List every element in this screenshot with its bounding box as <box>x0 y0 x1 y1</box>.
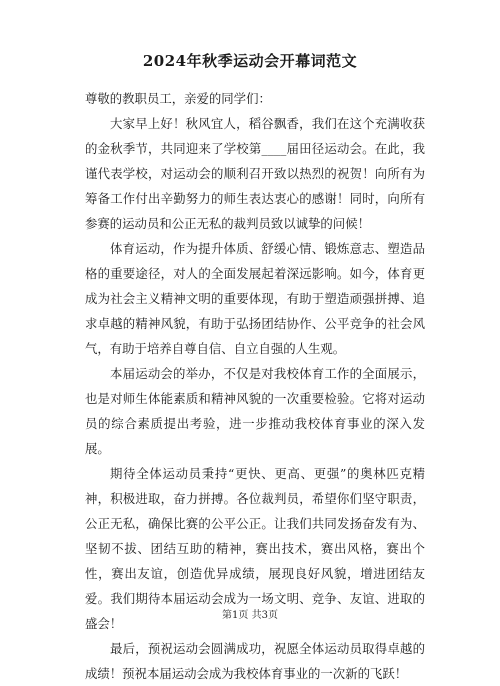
salutation: 尊敬的教职员工，亲爱的同学们： <box>85 91 271 106</box>
page-number: 第1页 共3页 <box>222 610 278 621</box>
paragraph-expectations: 期待全体运动员秉持“更快、更高、更强”的奥林匹克精神，积极进取，奋力拼搏。各位裁判员，希望你们坚守职责，公正无私，确保比赛的公平公正。让我们共同发扬奋发有为、坚韧不拔、团结互助的精神，赛出技术，赛出风格，赛出个性，赛出友谊，创造优异成绩，展现良好风貌，增进团结友爱。我们期待本届运动会成为一场文明、竞争、友谊、进取的盛会！ <box>85 466 425 631</box>
paragraph-event-purpose: 本届运动会的举办，不仅是对我校体育工作的全面展示，也是对师生体能素质和精神风貌的一次重要检验。它将对运动员的综合素质提出考验，进一步推动我校体育事业的深入发展。 <box>85 366 425 456</box>
document-title: 2024年秋季运动会开幕词范文 <box>142 52 358 70</box>
paragraph-greeting: 大家早上好！秋风宜人，稻谷飘香，我们在这个充满收获的金秋季节，共同迎来了学校第____届田径运动会。在此，我谨代表学校，对运动会的顺利召开致以热烈的祝贺！向所有为筹备工作付出辛勤努力的师生表达衷心的感谢！同时，向所有参赛的运动员和公正无私的裁判员致以诚挚的问候！ <box>85 116 425 231</box>
document-body <box>85 86 425 686</box>
paragraph-sports-significance: 体育运动，作为提升体质、舒缓心情、锻炼意志、塑造品格的重要途径，对人的全面发展起着深远影响。如今，体育更成为社会主义精神文明的重要体现，有助于塑造顽强拼搏、追求卓越的精神风貌，有助于弘扬团结协作、公平竞争的社会风气，有助于培养自尊自信、自立自强的人生观。 <box>85 241 425 356</box>
paragraph-closing: 最后，预祝运动会圆满成功，祝愿全体运动员取得卓越的成绩！预祝本届运动会成为我校体育事业的一次新的飞跃！ <box>85 641 425 681</box>
